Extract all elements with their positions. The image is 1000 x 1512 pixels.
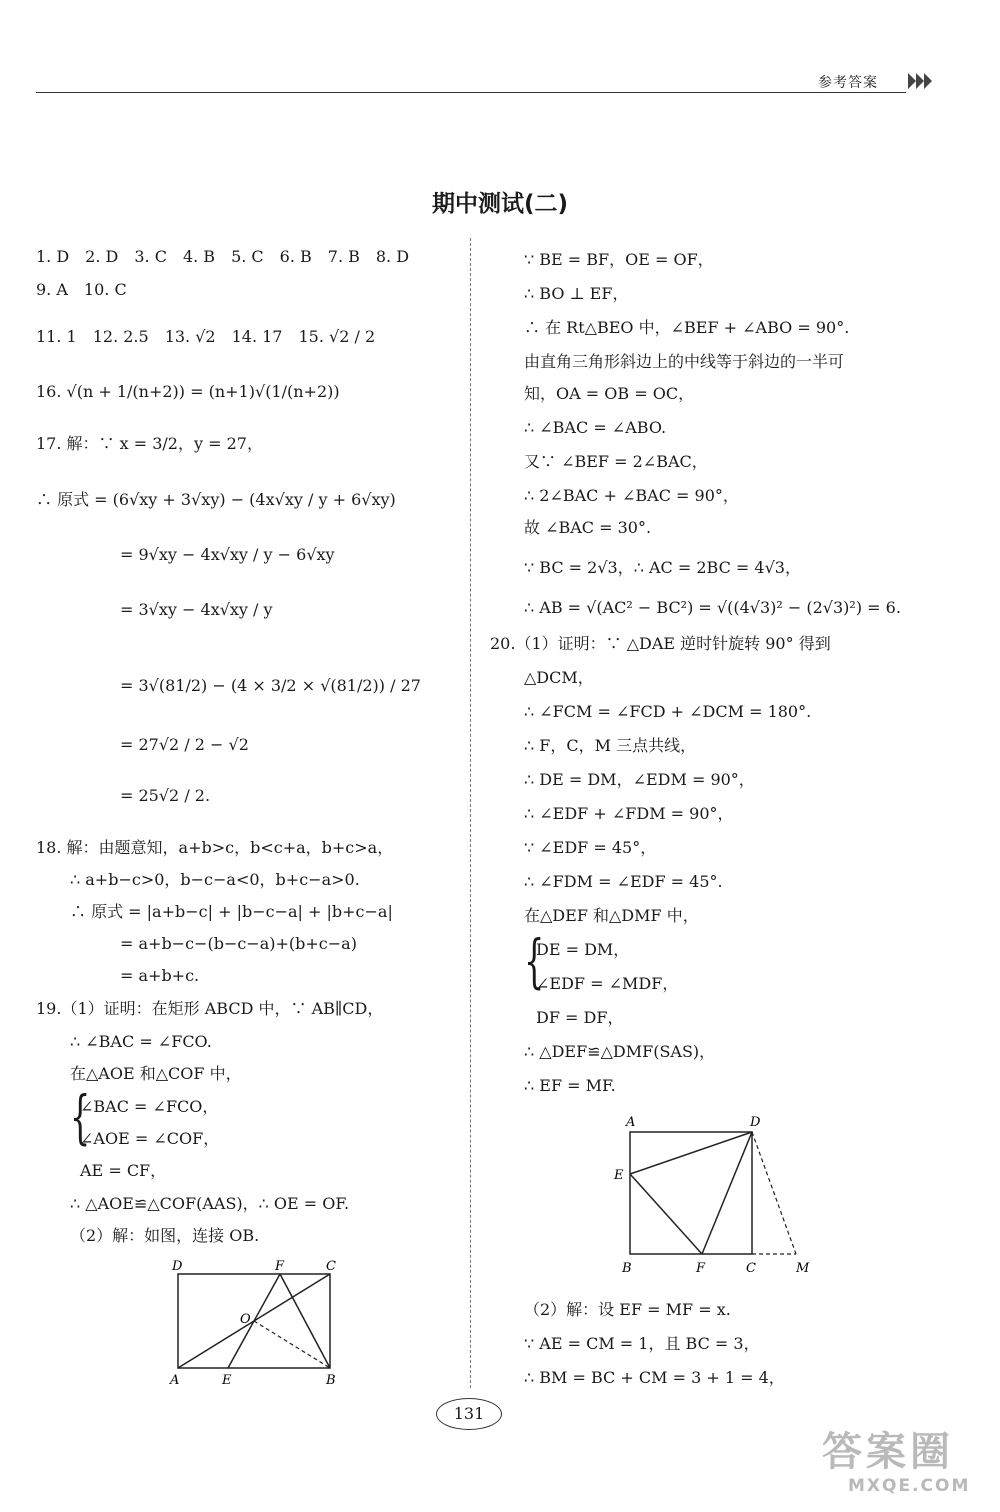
label-f: F <box>275 1259 285 1274</box>
q19-step-5: ∴ 在 Rt△BEO 中，∠BEF + ∠ABO = 90°. <box>524 318 850 337</box>
q19-condition-3: AE = CF， <box>80 1161 167 1180</box>
label-c: C <box>326 1259 336 1274</box>
label-d: D <box>172 1259 183 1274</box>
q17-step-2: = 9√xy − 4x√xy / y − 6√xy <box>120 545 335 564</box>
page-number: 131 <box>436 1398 502 1430</box>
label-m: M <box>796 1261 810 1276</box>
dashed-ob <box>254 1321 330 1368</box>
label-f: F <box>696 1261 706 1276</box>
q17-step-4: = 3√(81/2) − (4 × 3/2 × √(81/2)) / 27 <box>120 676 421 695</box>
label-e: E <box>222 1373 232 1388</box>
q20-step-2: ∴ ∠FCM = ∠FCD + ∠DCM = 180°. <box>524 702 812 721</box>
label-a: A <box>626 1115 636 1130</box>
header-arrows-icon <box>906 70 936 92</box>
dashed-dm <box>752 1132 796 1254</box>
answer-16: 16. √(n + 1/(n+2)) = (n+1)√(1/(n+2)) <box>36 382 340 401</box>
q19-step-3: ∵ BE = BF，OE = OF， <box>524 250 714 269</box>
label-o: O <box>240 1312 251 1327</box>
figure-square-abcd <box>610 1112 820 1282</box>
q19-part1-start: 19.（1）证明：在矩形 ABCD 中，∵ AB∥CD， <box>36 999 384 1018</box>
q17-step-3: = 3√xy − 4x√xy / y <box>120 600 273 619</box>
q20-step-4: ∴ DE = DM，∠EDM = 90°， <box>524 770 755 789</box>
q17-given: 17. 解：∵ x = 3/2，y = 27， <box>36 434 263 453</box>
q19-step-10: ∴ 2∠BAC + ∠BAC = 90°， <box>524 486 739 505</box>
q20-condition-2: ∠EDF = ∠MDF， <box>536 974 679 993</box>
q19-condition-1: ∠BAC = ∠FCO， <box>80 1097 219 1116</box>
q18-step-1: ∴ a+b−c>0，b−c−a<0，b+c−a>0. <box>70 870 360 889</box>
q19-step-7: 知，OA = OB = OC， <box>524 384 695 403</box>
segment-ef <box>630 1174 702 1254</box>
q19-step-11: 故 ∠BAC = 30°. <box>524 518 652 537</box>
label-b: B <box>326 1373 336 1388</box>
q19-step-12: ∵ BC = 2√3，∴ AC = 2BC = 4√3， <box>524 558 801 577</box>
label-a: A <box>170 1373 180 1388</box>
q18-given: 18. 解：由题意知，a+b>c，b<c+a，b+c>a， <box>36 838 394 857</box>
q19-condition-2: ∠AOE = ∠COF， <box>80 1129 220 1148</box>
answers-line-3: 11. 1 12. 2.5 13. √2 14. 17 15. √2 / 2 <box>36 327 376 346</box>
segment-df <box>702 1132 752 1254</box>
q20-step-8: 在△DEF 和△DMF 中， <box>524 906 699 925</box>
column-divider <box>470 238 471 1388</box>
q20-part2-start: （2）解：设 EF = MF = x. <box>524 1300 731 1319</box>
answers-line-2: 9. A 10. C <box>36 280 127 299</box>
label-b: B <box>622 1261 632 1276</box>
q18-step-4: = a+b+c. <box>120 966 200 985</box>
q20-part1-start: 20.（1）证明：∵ △DAE 逆时针旋转 90° 得到 <box>490 634 831 653</box>
segment-de <box>630 1132 752 1174</box>
q19-step-13: ∴ AB = √(AC² − BC²) = √((4√3)² − (2√3)²) = 6. <box>524 598 901 617</box>
label-e: E <box>614 1168 624 1183</box>
q19-step-8: ∴ ∠BAC = ∠ABO. <box>524 418 667 437</box>
q17-step-6: = 25√2 / 2. <box>120 786 211 805</box>
q20-step-10: ∴ EF = MF. <box>524 1076 616 1095</box>
q19-step-4: ∴ BO ⊥ EF， <box>524 284 629 303</box>
q20-step-9: ∴ △DEF≌△DMF(SAS)， <box>524 1042 716 1061</box>
q19-conclusion: ∴ △AOE≌△COF(AAS)，∴ OE = OF. <box>70 1194 350 1213</box>
q17-step-1: ∴ 原式 = (6√xy + 3√xy) − (4x√xy / y + 6√xy) <box>36 490 396 509</box>
page-title: 期中测试(二) <box>431 191 569 217</box>
q20-step-11: ∵ AE = CM = 1，且 BC = 3， <box>524 1334 760 1353</box>
answers-line-1: 1. D 2. D 3. C 4. B 5. C 6. B 7. B 8. D <box>36 247 410 266</box>
q20-step-1: △DCM， <box>524 668 594 687</box>
q20-step-3: ∴ F，C，M 三点共线， <box>524 736 697 755</box>
q19-system-brace: { <box>70 1083 91 1151</box>
watermark-title: 答案圈 <box>822 1429 954 1475</box>
figure-rectangle-abcd <box>168 1258 348 1388</box>
q20-condition-1: DE = DM， <box>536 940 630 959</box>
q19-step-2: 在△AOE 和△COF 中， <box>70 1064 242 1083</box>
q20-step-6: ∵ ∠EDF = 45°， <box>524 838 657 857</box>
q19-step-1: ∴ ∠BAC = ∠FCO. <box>70 1032 212 1051</box>
q19-step-9: 又∵ ∠BEF = 2∠BAC， <box>524 452 708 471</box>
header-rule <box>36 92 906 93</box>
label-d: D <box>750 1115 761 1130</box>
q20-system-brace: { <box>524 927 545 995</box>
watermark-url: MXQE.COM <box>848 1476 971 1496</box>
q20-step-5: ∴ ∠EDF + ∠FDM = 90°， <box>524 804 734 823</box>
label-c: C <box>746 1261 756 1276</box>
q17-step-5: = 27√2 / 2 − √2 <box>120 735 249 754</box>
q19-step-6: 由直角三角形斜边上的中线等于斜边的一半可 <box>524 352 845 371</box>
q20-step-12: ∴ BM = BC + CM = 3 + 1 = 4， <box>524 1368 785 1387</box>
q18-step-3: = a+b−c−(b−c−a)+(b+c−a) <box>120 934 357 953</box>
q20-step-7: ∴ ∠FDM = ∠EDF = 45°. <box>524 872 723 891</box>
header-label: 参考答案 <box>818 75 878 91</box>
square-abcd <box>630 1132 752 1254</box>
q19-part2-start: （2）解：如图，连接 OB. <box>70 1226 260 1245</box>
watermark <box>816 1420 991 1500</box>
q20-condition-3: DF = DF， <box>536 1008 624 1027</box>
q18-step-2: ∴ 原式 = |a+b−c| + |b−c−a| + |b+c−a| <box>70 902 393 921</box>
segment-fb <box>280 1274 330 1368</box>
